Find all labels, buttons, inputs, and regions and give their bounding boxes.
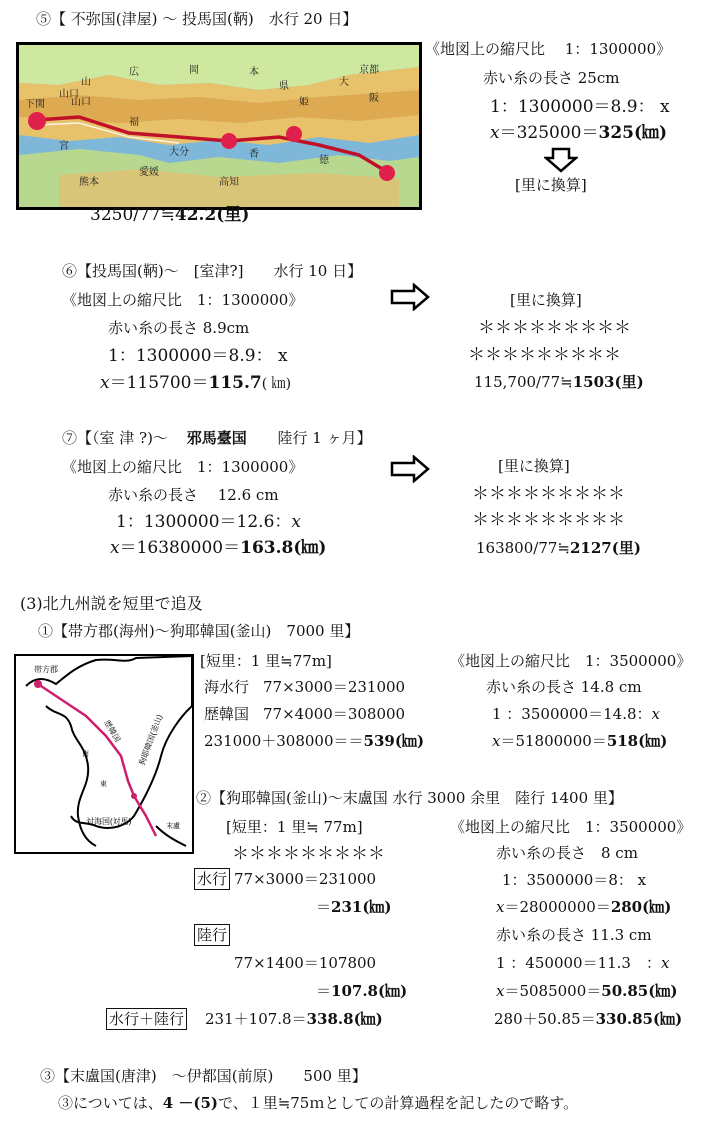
part3-note — [58, 1096, 578, 1111]
section5-heading: ⑤【 不弥国(津屋) ～ 投馬国(鞆) 水行 20 日】 — [36, 10, 358, 28]
map-label-south: 南 — [82, 751, 89, 758]
map-label-matsura: 末盧 — [166, 823, 180, 830]
part2-x2-calc: 𝑥＝5085000＝ — [496, 982, 602, 1000]
part2-land-eq: ＝ — [316, 982, 332, 1000]
part2-sea-box: 水行 — [194, 868, 230, 890]
map-place-label: 香 — [249, 149, 259, 160]
map-label-tsushima: 対海国(対馬) — [86, 817, 132, 826]
map-place-label: 姫 — [299, 97, 309, 108]
section7-li — [476, 541, 641, 556]
map-label-daifang: 帯方郡 — [34, 665, 58, 674]
section7-x-calc-text: 𝑥＝16380000＝ — [110, 538, 241, 558]
part1-sum-calc: 231000＋308000＝＝ — [204, 732, 364, 750]
section6-x-calc — [100, 375, 291, 392]
section7-convert: [里に換算] — [498, 457, 570, 475]
section6-x-unit: ( ㎞) — [261, 376, 292, 392]
section5-x-result: 325(㎞) — [598, 123, 668, 143]
map-place-label: 山口 — [71, 97, 91, 108]
map-place-label: 大分 — [169, 147, 189, 158]
part2-x1-result: 280(㎞) — [610, 898, 672, 916]
map-setouchi-image — [19, 45, 419, 207]
map-korea-image — [16, 656, 192, 852]
section7-x-result: 163.8(㎞) — [240, 538, 327, 558]
section7-heading-a: ⑦【（室 津 ?)～ — [62, 429, 168, 447]
section5-convert: [里に換算] — [515, 176, 587, 194]
part2-total-calc: 231＋107.8＝ — [205, 1010, 307, 1028]
section7-stars-1: ＊＊＊＊＊＊＊＊＊ — [472, 484, 625, 504]
part2-ratio1: 1：3500000＝8： x — [502, 871, 647, 889]
map-setouchi — [16, 42, 422, 210]
map-place-label: 下関 — [25, 99, 45, 110]
section5-li — [90, 207, 249, 224]
part2-length1: 赤い糸の長さ 8 cm — [496, 844, 638, 862]
section6-li-result: 1503(里) — [572, 373, 644, 391]
part3-heading: ③【末盧国(唐津) ～伊都国(前原) 500 里】 — [40, 1067, 367, 1085]
part1-land — [204, 707, 405, 722]
map-place-label: 宮 — [59, 141, 69, 152]
section7-heading-c: 陸行 1 ヶ月】 — [277, 429, 372, 447]
section6-x-result: 115.7 — [208, 373, 262, 393]
part2-land-box-wrap — [194, 928, 230, 943]
part2-sea-result-value: 231(㎞) — [331, 898, 392, 916]
part2-total2 — [494, 1012, 682, 1027]
section7-scale: 《地図上の縮尺比 1：1300000》 — [62, 458, 304, 476]
map-place-label: 岡 — [189, 65, 199, 76]
section6-convert: [里に換算] — [510, 291, 582, 309]
part2-stars: ＊＊＊＊＊＊＊＊＊ — [232, 844, 385, 864]
section7-heading — [62, 431, 372, 446]
part2-x2-result: 50.85(㎞) — [601, 982, 678, 1000]
part2-total — [106, 1012, 383, 1027]
part2-x2 — [496, 984, 677, 999]
map-place-label: 高知 — [219, 177, 239, 188]
part2-heading: ②【狗耶韓国(釜山)～末盧国 水行 3000 余里 陸行 1400 里】 — [196, 789, 623, 807]
part2-length2: 赤い糸の長さ 11.3 cm — [496, 926, 652, 944]
part1-x-calc-text: 𝑥＝51800000＝ — [492, 732, 607, 750]
part2-sea-result — [316, 900, 392, 915]
section6-li-calc: 115,700/77≒ — [474, 373, 573, 391]
part2-ratio2: 1 ：450000＝11.3 ：𝑥 — [496, 954, 670, 972]
map-place-label: 徳 — [319, 155, 329, 166]
map-label-east: 東 — [100, 781, 107, 788]
part2-sea-calc: 77×3000＝231000 — [234, 870, 377, 888]
part2-total-result: 338.8(㎞) — [306, 1010, 383, 1028]
section5-li-calc: 3250/77≒ — [90, 205, 175, 225]
section6-scale: 《地図上の縮尺比 1：1300000》 — [62, 291, 304, 309]
section7-ratio: 1：1300000＝12.6：𝑥 — [116, 512, 301, 532]
map-korea — [14, 654, 194, 854]
part3-note-a: ③については、 — [58, 1094, 163, 1112]
section5-x-calc-text: 𝑥＝325000＝ — [490, 123, 599, 143]
map-point-tomo — [221, 133, 237, 149]
section5-length: 赤い糸の長さ 25cm — [483, 69, 620, 87]
part1-ratio: 1 ：3500000＝14.8：𝑥 — [492, 705, 660, 723]
part1-short-li: [短里：1 里≒77m] — [200, 652, 332, 670]
right-arrow-icon — [390, 283, 430, 311]
section6-heading: ⑥【投馬国(鞆)～ [室津?] 水行 10 日】 — [62, 262, 363, 280]
section6-x-calc-text: 𝑥＝115700＝ — [100, 373, 209, 393]
part1-sea-calc: 77×3000＝231000 — [263, 678, 406, 696]
section7-li-result: 2127(里) — [569, 539, 641, 557]
part3-note-b: 4 －(5) — [162, 1094, 218, 1112]
right-arrow-icon — [390, 455, 430, 483]
map-place-label: 大 — [339, 77, 349, 88]
map-label-kuyakan: 狗耶韓国(釜山) — [137, 713, 165, 767]
section7-stars-2: ＊＊＊＊＊＊＊＊＊ — [472, 510, 625, 530]
part2-scale: 《地図上の縮尺比 1：3500000》 — [450, 818, 692, 836]
section6-length: 赤い糸の長さ 8.9cm — [108, 319, 250, 337]
part2-land-result — [316, 984, 407, 999]
map-point-murotsu — [286, 126, 302, 142]
part2-x1-calc: 𝑥＝28000000＝ — [496, 898, 611, 916]
map-place-label: 県 — [279, 81, 289, 92]
part2-total-box: 水行＋陸行 — [106, 1008, 187, 1030]
section7-length: 赤い糸の長さ 12.6 cm — [108, 486, 279, 504]
section6-ratio: 1：1300000＝8.9： x — [108, 346, 288, 366]
section5-ratio: 1：1300000＝8.9： x — [490, 97, 670, 117]
part1-sea-label: 海水行 — [204, 678, 250, 696]
map-place-label: 広 — [129, 67, 139, 78]
section5-x-calc — [490, 125, 667, 142]
part2-x1 — [496, 900, 671, 915]
part1-sum-result: 539(㎞) — [363, 732, 425, 750]
map-place-label: 山口 — [59, 89, 79, 100]
part1-land-calc: 77×4000＝308000 — [263, 705, 406, 723]
map-place-label: 福 — [129, 117, 139, 128]
part2-land-box: 陸行 — [194, 924, 230, 946]
section7-x-calc — [110, 540, 326, 557]
section6-stars-1: ＊＊＊＊＊＊＊＊＊ — [478, 318, 631, 338]
part1-x-result: 518(㎞) — [606, 732, 668, 750]
map-label-lekan: 歴韓国 — [102, 718, 123, 744]
section5-scale: 《地図上の縮尺比 1：1300000》 — [425, 40, 672, 58]
part2-sea — [194, 872, 376, 887]
part1-sea — [204, 680, 405, 695]
part1-land-label: 歴韓国 — [204, 705, 250, 723]
map-place-label: 京都 — [359, 65, 379, 76]
part1-scale: 《地図上の縮尺比 1：3500000》 — [450, 652, 692, 670]
part1-heading: ①【帯方郡(海州)～狗耶韓国(釜山) 7000 里】 — [38, 622, 360, 640]
part1-x-calc — [492, 734, 667, 749]
part2-total2-result: 330.85(㎞) — [595, 1010, 683, 1028]
part3-note-c: で、１里≒75ｍとしての計算過程を記したので略す。 — [218, 1094, 579, 1112]
map-place-label: 阪 — [369, 93, 379, 104]
section6-li — [474, 375, 644, 390]
map-place-label: 熊本 — [79, 177, 99, 188]
map-place-label: 愛媛 — [139, 167, 159, 178]
part2-sea-eq: ＝ — [316, 898, 332, 916]
map-place-label: 山 — [81, 77, 91, 88]
section3-title: (3)北九州説を短里で追及 — [20, 594, 203, 613]
section6-stars-2: ＊＊＊＊＊＊＊＊＊ — [468, 345, 621, 365]
part1-length: 赤い糸の長さ 14.8 cm — [486, 678, 642, 696]
map-place-label: 本 — [249, 67, 259, 78]
part2-land-calc: 77×1400＝107800 — [234, 954, 377, 972]
part1-sum — [204, 734, 424, 749]
section5-li-result: 42.2(里) — [174, 205, 250, 225]
map-point-osaka — [379, 165, 395, 181]
part2-short-li: [短里：1 里≒ 77m] — [226, 818, 363, 836]
part2-land-result-value: 107.8(㎞) — [331, 982, 408, 1000]
down-arrow-icon — [544, 147, 578, 173]
part2-total2-calc: 280＋50.85＝ — [494, 1010, 596, 1028]
map-point-fumi — [28, 112, 46, 130]
section7-li-calc: 163800/77≒ — [476, 539, 570, 557]
section7-heading-b: 邪馬臺国 — [186, 429, 247, 447]
